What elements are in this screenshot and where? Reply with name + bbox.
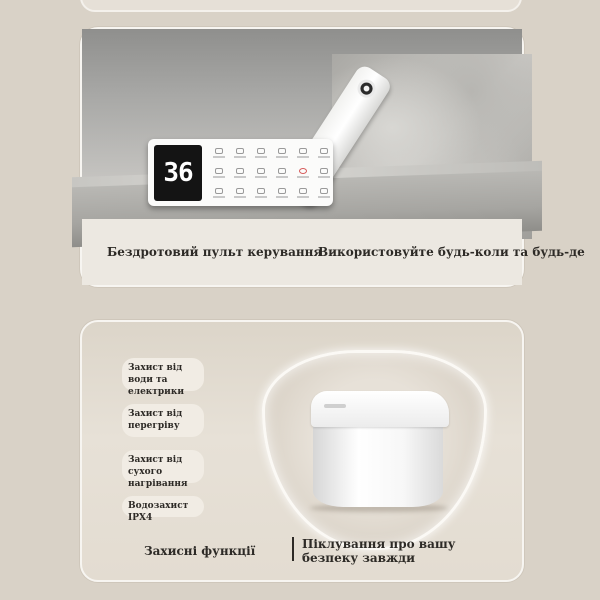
wand-knob	[354, 76, 379, 101]
remote-button	[294, 184, 312, 202]
remote-button	[252, 144, 270, 162]
feature-badge: Захист від перегріву	[122, 404, 204, 437]
remote-button	[231, 144, 249, 162]
remote-button	[294, 144, 312, 162]
remote-button	[273, 164, 291, 182]
remote-control	[148, 139, 333, 206]
remote-button-grid	[210, 144, 333, 202]
remote-caption	[82, 219, 585, 285]
remote-display	[154, 145, 202, 201]
remote-button	[252, 184, 270, 202]
toilet-tank	[311, 391, 449, 427]
caption-right: Використовуйте будь-коли та будь-де	[318, 245, 585, 259]
remote-button	[252, 164, 270, 182]
caption-left: Захисні функції	[144, 544, 256, 558]
remote-control-photo	[82, 29, 522, 219]
remote-button	[231, 164, 249, 182]
remote-button	[210, 144, 228, 162]
display-value: 36	[163, 157, 193, 188]
remote-control-card	[80, 27, 585, 287]
remote-button	[231, 184, 249, 202]
protection-caption	[82, 522, 522, 580]
feature-badge: Захист від сухого нагрівання	[122, 450, 204, 483]
fan-icon	[294, 164, 312, 182]
protection-card	[80, 320, 524, 582]
toilet-logo	[324, 404, 346, 408]
caption-right: Піклування про вашу безпеку завжди	[302, 537, 456, 565]
feature-badge: Захист від води та електрики	[122, 358, 204, 391]
feature-list	[122, 358, 204, 530]
previous-card-edge	[80, 0, 522, 12]
remote-button	[210, 164, 228, 182]
caption-left: Бездротовий пульт керування	[107, 245, 323, 259]
remote-button	[315, 184, 333, 202]
toilet-image	[313, 422, 443, 507]
remote-button	[315, 144, 333, 162]
remote-button	[315, 164, 333, 182]
remote-button	[273, 144, 291, 162]
remote-button	[210, 184, 228, 202]
remote-button	[273, 184, 291, 202]
feature-badge: Водозахист IPX4	[122, 496, 204, 517]
